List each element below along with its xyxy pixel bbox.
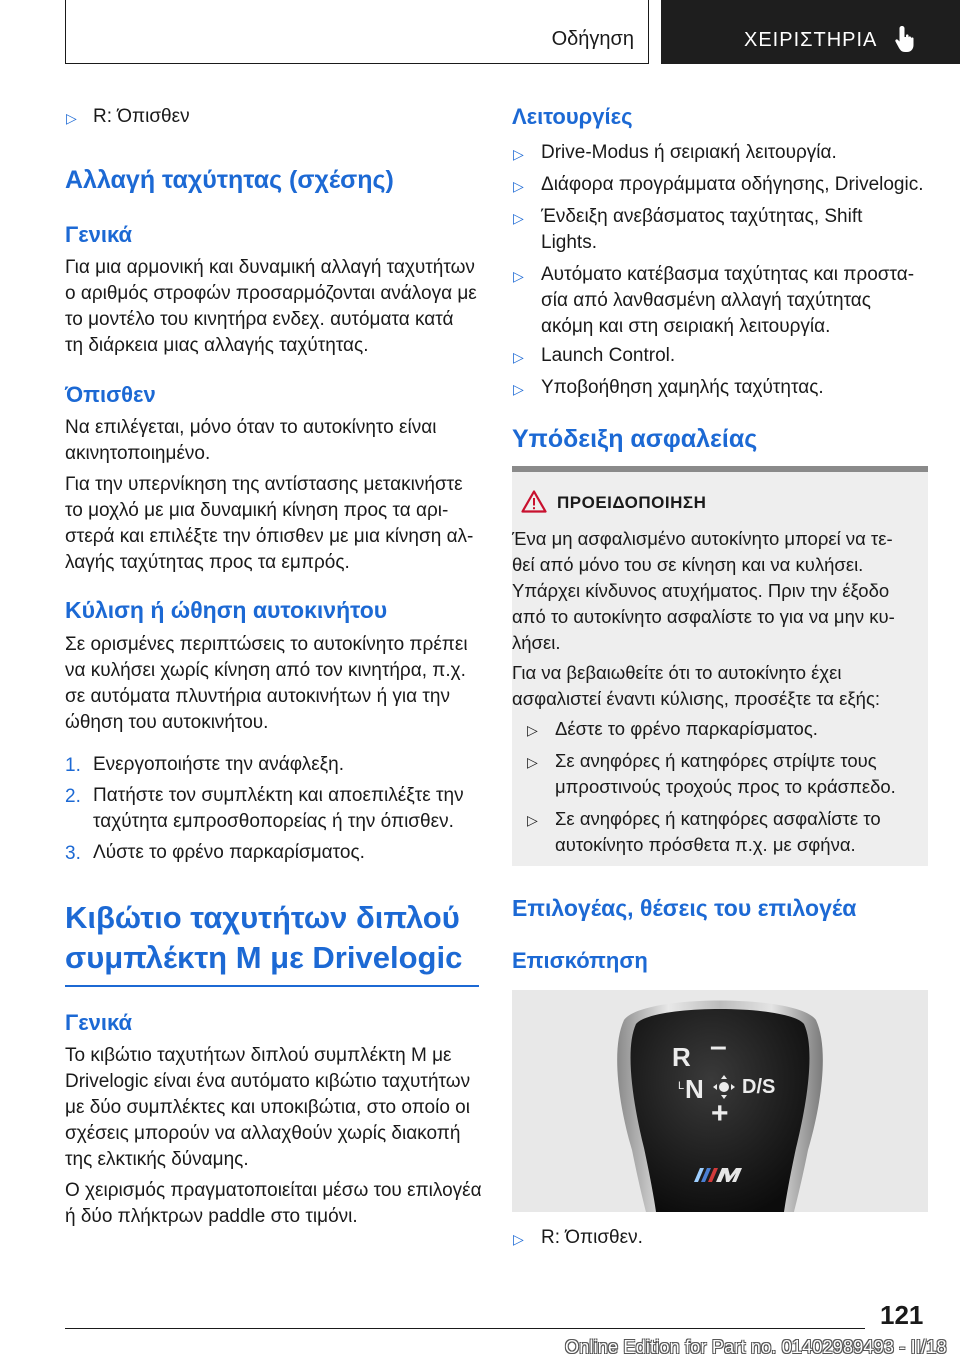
function-item: Drive-Modus ή σειριακή λειτουργία. xyxy=(541,142,837,163)
function-item: Υποβοήθηση χαμηλής ταχύτητας. xyxy=(541,377,824,398)
warning-item: Σε ανηφόρες ή κατηφόρες ασφαλίστε το xyxy=(555,808,881,829)
paragraph-line: της ελκτικής δύναμης. xyxy=(65,1149,249,1170)
paragraph-line: ώθηση του αυτοκινήτου. xyxy=(65,712,269,733)
gear-selector-illustration xyxy=(512,990,928,1212)
paragraph-line: να κυλήσει χωρίς κίνηση από τον κινητήρα, π.χ. xyxy=(65,660,466,681)
paragraph-line: Ο χειρισμός πραγματοποιείται μέσω του επιλογέα xyxy=(65,1180,482,1201)
warning-line: Υπάρχει κίνδυνος ατυχήματος. Πριν την έξοδο xyxy=(512,580,890,601)
function-item: σία από λανθασμένη αλλαγή ταχύτητας xyxy=(541,290,871,311)
paragraph-line: ο αριθμός στροφών προσαρμόζονται ανάλογα με xyxy=(65,283,477,304)
paragraph-line: το μοντέλο του κινητήρα ενδεχ. αυτόματα κατά xyxy=(65,309,454,330)
warning-item: αυτοκίνητο πρόσθετα π.χ. με σφήνα. xyxy=(555,834,856,855)
warning-line: Για να βεβαιωθείτε ότι το αυτοκίνητο έχει xyxy=(512,662,842,683)
step-number: 3. xyxy=(65,843,81,864)
warning-item: Σε ανηφόρες ή κατηφόρες στρίψτε τους xyxy=(555,750,877,771)
function-item: Ένδειξη ανεβάσματος ταχύτητας, Shift xyxy=(541,206,863,227)
m-logo-icon xyxy=(688,1166,750,1184)
paragraph-line: σχέσεις μπορούν να αλλαχθούν χωρίς διακοπή xyxy=(65,1123,461,1144)
heading-gear-change: Αλλαγή ταχύτητας (σχέσης) xyxy=(65,166,394,194)
warning-triangle-icon xyxy=(521,490,547,513)
knob-label-minus: – xyxy=(710,1030,727,1063)
function-item: Διάφορα προγράμματα οδήγησης, Drivelogic. xyxy=(541,174,924,195)
warning-title: ΠΡΟΕΙΔΟΠΟΙΗΣΗ xyxy=(557,493,707,512)
paragraph-line: τη διάρκεια μιας αλλαγής ταχύτητας. xyxy=(65,335,369,356)
step-number: 1. xyxy=(65,755,81,776)
paragraph-line: ή δύο πλήκτρων paddle στο τιμόνι. xyxy=(65,1206,358,1227)
bullet-reverse: R: Όπισθεν xyxy=(93,106,190,127)
warning-item: Δέστε το φρένο παρκαρίσματος. xyxy=(555,718,818,739)
warning-line: λήσει. xyxy=(512,632,561,653)
warning-line: από το αυτοκίνητο ασφαλίστε το για να μην κυ- xyxy=(512,606,895,627)
bullet-triangle-icon: ▷ xyxy=(513,1231,524,1247)
paragraph-line: Το κιβώτιο ταχυτήτων διπλού συμπλέκτη M με xyxy=(65,1045,452,1066)
header-section-tab xyxy=(65,0,649,64)
warning-box-top-bar xyxy=(512,466,928,472)
function-item: Lights. xyxy=(541,232,597,253)
knob-label-n: N xyxy=(685,1074,704,1104)
subheading-functions: Λειτουργίες xyxy=(512,104,633,129)
header-chapter-label: ΧΕΙΡΙΣΤΗΡΙΑ xyxy=(744,29,878,51)
knob-label-l: L xyxy=(678,1080,685,1092)
paragraph-line: με δύο συμπλέκτες και υποκιβώτια, στο οποίο οι xyxy=(65,1097,470,1118)
warning-line: Ένα μη ασφαλισμένο αυτοκίνητο μπορεί να τε- xyxy=(512,528,893,549)
paragraph-line: Σε ορισμένες περιπτώσεις το αυτοκίνητο πρέπει xyxy=(65,634,468,655)
heading-selector: Επιλογέας, θέσεις του επιλογέα xyxy=(512,895,857,921)
step-text: Πατήστε τον συμπλέκτη και αποεπιλέξτε την xyxy=(93,785,464,806)
heading-underline xyxy=(65,985,479,987)
knob-label-ds: D/S xyxy=(742,1076,776,1098)
bullet-reverse-caption: R: Όπισθεν. xyxy=(541,1227,643,1248)
subheading-general-2: Γενικά xyxy=(65,1010,133,1035)
bullet-triangle-icon: ▷ xyxy=(527,754,538,770)
paragraph-line: το μοχλό με μια δυναμική κίνηση προς τα αρι- xyxy=(65,500,449,521)
footer-divider xyxy=(65,1328,865,1329)
heading-dct-line2: συμπλέκτη M με Drivelogic xyxy=(65,940,463,975)
bullet-triangle-icon: ▷ xyxy=(527,812,538,828)
paragraph-line: Για μια αρμονική και δυναμική αλλαγή ταχυτήτων xyxy=(65,257,475,278)
warning-line: θεί από μόνο του σε κίνηση και να κυλήσει. xyxy=(512,554,864,575)
paragraph-line: λαγής ταχύτητας προς τα εμπρός. xyxy=(65,552,350,573)
step-text: Λύστε το φρένο παρκαρίσματος. xyxy=(93,842,365,863)
paragraph-line: σε αυτόματα πλυντήρια αυτοκινήτων ή για την xyxy=(65,686,450,707)
function-item: Αυτόματο κατέβασμα ταχύτητας και προστα- xyxy=(541,264,915,285)
hand-pointer-icon xyxy=(893,24,921,54)
header-section-label: Οδήγηση xyxy=(551,28,634,50)
heading-dct-line1: Κιβώτιο ταχυτήτων διπλού xyxy=(65,900,460,935)
heading-rolling: Κύλιση ή ώθηση αυτοκινήτου xyxy=(65,597,388,623)
paragraph-line: στερά και επιλέξτε την όπισθεν με μια κίνηση αλ- xyxy=(65,526,474,547)
function-item: ακόμη και στη σειριακή λειτουργία. xyxy=(541,316,831,337)
paragraph-line: Για την υπερνίκηση της αντίστασης μετακινήστε xyxy=(65,474,463,495)
paragraph-line: Να επιλέγεται, μόνο όταν το αυτοκίνητο είναι xyxy=(65,417,437,438)
knob-label-r: R xyxy=(672,1042,691,1072)
bullet-triangle-icon: ▷ xyxy=(66,110,77,126)
subheading-general-1: Γενικά xyxy=(65,222,133,247)
bullet-triangle-icon: ▷ xyxy=(527,722,538,738)
step-number: 2. xyxy=(65,786,81,807)
function-item: Launch Control. xyxy=(541,345,676,366)
page-number: 121 xyxy=(880,1300,924,1330)
step-text: ταχύτητα εμπροσθοπορείας ή την όπισθεν. xyxy=(93,811,454,832)
warning-line: ασφαλιστεί έναντι κύλισης, προσέξτε τα εξής: xyxy=(512,688,880,709)
paragraph-line: ακινητοποιημένο. xyxy=(65,443,211,464)
subheading-reverse: Όπισθεν xyxy=(65,382,156,407)
step-text: Ενεργοποιήστε την ανάφλεξη. xyxy=(93,754,345,775)
bullet-triangle-icon: ▷ xyxy=(513,178,524,194)
bullet-triangle-icon: ▷ xyxy=(513,210,524,226)
warning-item: μπροστινούς τροχούς προς το κράσπεδο. xyxy=(555,776,896,797)
subheading-overview: Επισκόπηση xyxy=(512,948,648,973)
bullet-triangle-icon: ▷ xyxy=(513,381,524,397)
paragraph-line: Drivelogic είναι ένα αυτόματο κιβώτιο ταχυτήτων xyxy=(65,1071,471,1092)
knob-label-plus: + xyxy=(711,1097,729,1130)
bullet-triangle-icon: ▷ xyxy=(513,146,524,162)
footer-edition: Online Edition for Part no. 01402989493 - II/18 xyxy=(565,1337,947,1357)
bullet-triangle-icon: ▷ xyxy=(513,349,524,365)
heading-safety: Υπόδειξη ασφαλείας xyxy=(512,425,758,453)
bullet-triangle-icon: ▷ xyxy=(513,268,524,284)
